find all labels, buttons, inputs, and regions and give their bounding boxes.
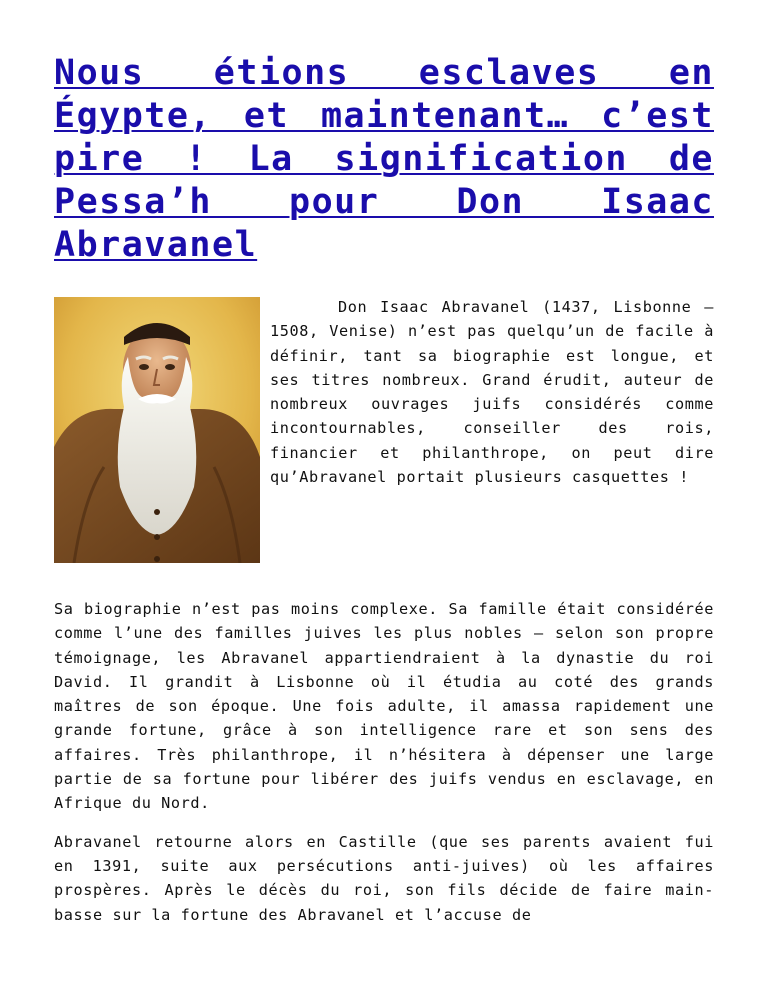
article	[54, 52, 714, 927]
intro-section	[54, 295, 714, 563]
article-title-link[interactable]: Nous étions esclaves en Égypte, et maintenant… c’est pire ! La signification de Pessa’h pour Don Isaac Abravanel	[54, 53, 714, 265]
intro-paragraph: Don Isaac Abravanel (1437, Lisbonne – 1508, Venise) n’est pas quelqu’un de facile à définir, tant sa biographie est longue, et ses titres nombreux. Grand érudit, auteur de nombreux ouvrages juifs considérés comme incontournables, conseiller des rois, financier et philanthrope, on peut dire qu’Abravanel portait plusieurs casquettes !	[270, 298, 714, 487]
castille-paragraph: Abravanel retourne alors en Castille (que ses parents avaient fui en 1391, suite aux persécutions anti-juives) où les affaires prospères. Après le décès du roi, son fils décide de faire main-basse sur la fortune des Abravanel et l’accuse de	[54, 832, 714, 924]
biography-paragraph: Sa biographie n’est pas moins complexe. Sa famille était considérée comme l’une des familles juives les plus nobles – selon son propre témoignage, les Abravanel appartiendraient à la dynastie du roi David. Il grandit à Lisbonne où il étudia au coté des grands maîtres de son époque. Une fois adulte, il amassa rapidement une grande fortune, grâce à son intelligence rare et son sens des affaires. Très philanthrope, il n’hésitera à dépenser une large partie de sa fortune pour libérer des juifs vendus en esclavage, en Afrique du Nord.	[54, 600, 714, 813]
article-title	[54, 52, 714, 267]
rabbi-portrait-icon	[54, 297, 260, 563]
